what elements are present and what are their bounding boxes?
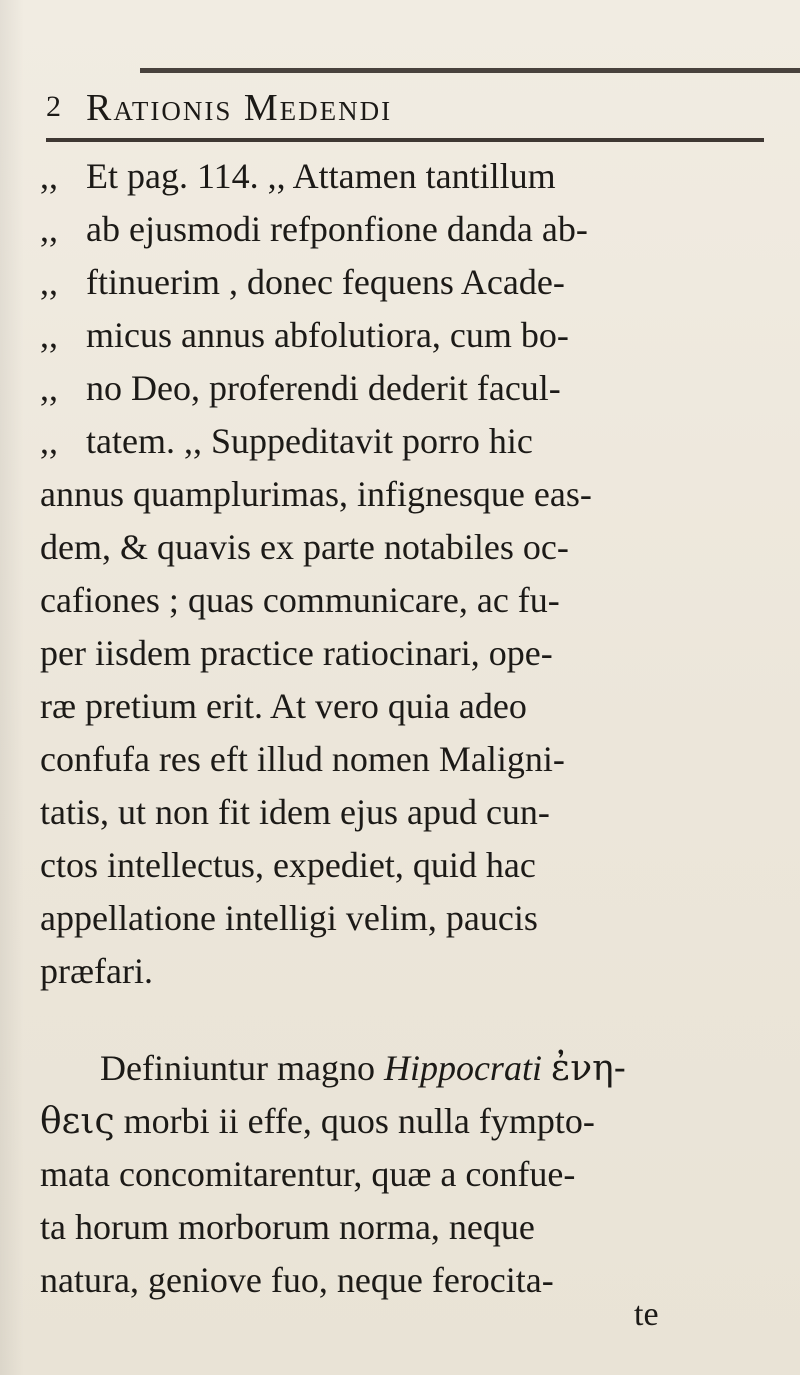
gutter-shadow: [0, 0, 24, 1375]
text-line: ctos intellectus, expediet, quid hac: [40, 845, 536, 885]
text-line: tatis, ut non fit idem ejus apud cun-: [40, 792, 550, 832]
italic-name: Hippocrati: [383, 1048, 542, 1088]
page-header: [46, 86, 746, 130]
text-line: mata concomitarentur, quæ a confue-: [40, 1154, 576, 1194]
quote-mark: ,,: [40, 368, 58, 408]
greek-word: ἐνη-: [550, 1048, 626, 1089]
quote-mark: ,,: [40, 209, 58, 249]
text-line: ,, no Deo, proferendi dederit facul-: [40, 362, 780, 415]
text-line: Definiuntur magno Hippocrati ἐνη-: [100, 1048, 626, 1089]
text-line: ,, tatem. ,, Suppeditavit porro hic: [40, 415, 780, 468]
top-rule: [140, 68, 800, 73]
text-line: ,, ftinuerim , donec fequens Acade-: [40, 256, 780, 309]
text-line: ,, micus annus abfolutiora, cum bo-: [40, 309, 780, 362]
text-line: appellatione intelligi velim, paucis: [40, 898, 538, 938]
quote-mark: ,,: [40, 421, 58, 461]
running-head: Rationis Medendi: [86, 87, 393, 129]
header-rule: [46, 138, 764, 142]
text-line: ta horum morborum norma, neque: [40, 1207, 535, 1247]
text-line: natura, geniove fuo, neque ferocita-: [40, 1260, 554, 1300]
text-line: confufa res eft illud nomen Maligni-: [40, 739, 565, 779]
greek-word: θεις: [40, 1101, 115, 1142]
quote-mark: ,,: [40, 262, 58, 302]
text-line: per iisdem practice ratiocinari, ope-: [40, 633, 553, 673]
body-text: [40, 150, 780, 1307]
text-line: annus quamplurimas, infignesque eas-: [40, 474, 592, 514]
text-line: præfari.: [40, 951, 153, 991]
quote-mark: ,,: [40, 315, 58, 355]
text-line: ,, ab ejusmodi refponfione danda ab-: [40, 203, 780, 256]
text-line: cafiones ; quas communicare, ac fu-: [40, 580, 560, 620]
text-line: θεις morbi ii effe, quos nulla fympto-: [40, 1101, 595, 1142]
text-line: ræ pretium erit. At vero quia adeo: [40, 686, 527, 726]
catchword: te: [634, 1296, 659, 1333]
text-line: dem, & quavis ex parte notabiles oc-: [40, 527, 569, 567]
page-number: 2: [46, 90, 61, 123]
paragraph-gap: [40, 998, 780, 1042]
text-line: ,, Et pag. 114. ,, Attamen tantillum: [40, 150, 780, 203]
quote-mark: ,,: [40, 156, 58, 196]
